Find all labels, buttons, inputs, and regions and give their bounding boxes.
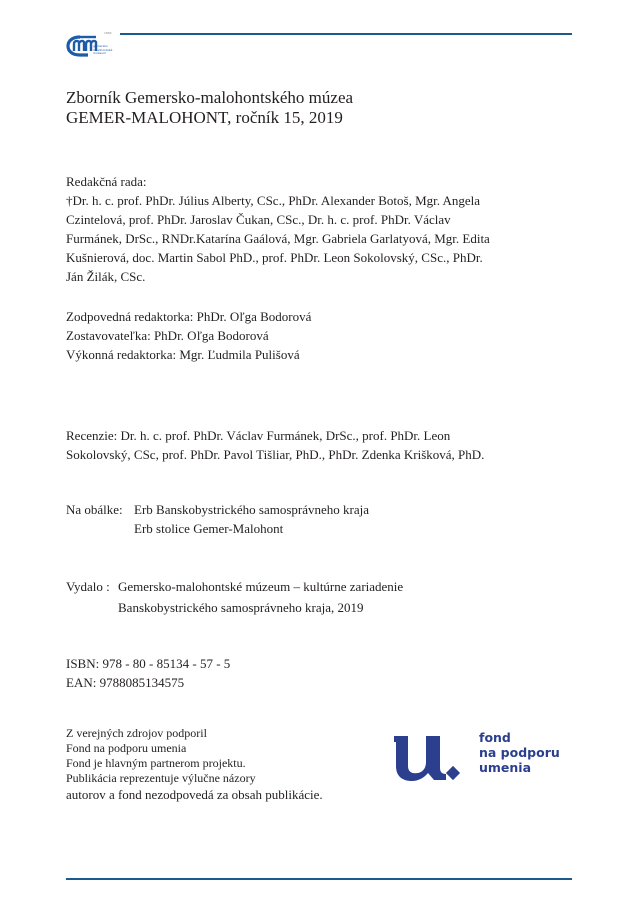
publisher-label: Vydalo : xyxy=(66,579,110,594)
logo-line: gemersko xyxy=(93,44,108,48)
compiler: Zostavovateľka: PhDr. Oľga Bodorová xyxy=(66,328,269,343)
editorial-board-line: Kušnierová, doc. Martin Sabol PhD., prof. PhDr. Leon Sokolovský, CSc., PhDr. xyxy=(66,250,483,265)
executive-editor: Výkonná redaktorka: Mgr. Ľudmila Pulišová xyxy=(66,347,300,362)
fond-logo-line: fond xyxy=(479,730,511,745)
fond-logo-line: na podporu xyxy=(479,745,560,760)
logo-line: malohontské xyxy=(93,47,113,52)
logo-year: 1882 xyxy=(104,31,112,35)
journal-volume: GEMER-MALOHONT, ročník 15, 2019 xyxy=(66,108,343,127)
support-line: autorov a fond nezodpovedá za obsah publikácie. xyxy=(66,787,323,802)
logo-line: múzeum xyxy=(93,51,107,56)
footer-rule xyxy=(66,878,572,880)
cover-line: Erb stolice Gemer-Malohont xyxy=(134,521,284,536)
support-line: Fond je hlavným partnerom projektu. xyxy=(66,756,246,770)
cover-label: Na obálke: xyxy=(66,502,123,517)
journal-title: Zborník Gemersko-malohontského múzea xyxy=(66,88,354,107)
editorial-board-line: †Dr. h. c. prof. PhDr. Július Alberty, CSc., PhDr. Alexander Botoš, Mgr. Angela xyxy=(66,193,481,208)
editorial-board-label: Redakčná rada: xyxy=(66,174,147,189)
publisher-line: Gemersko-malohontské múzeum – kultúrne zariadenie xyxy=(118,579,404,594)
cover-line: Erb Banskobystrického samosprávneho kraja xyxy=(134,502,370,517)
editorial-board-line: Furmánek, DrSc., RNDr.Katarína Gaálová, Mgr. Gabriela Garlatyová, Mgr. Edita xyxy=(66,231,490,246)
reviewers-line: Recenzie: Dr. h. c. prof. PhDr. Václav Furmánek, DrSc., prof. PhDr. Leon xyxy=(66,428,451,443)
fond-u-mark-icon xyxy=(392,726,472,786)
support-line: Fond na podporu umenia xyxy=(66,741,187,755)
responsible-editor: Zodpovedná redaktorka: PhDr. Oľga Bodorová xyxy=(66,309,312,324)
editorial-board-line: Ján Žilák, CSc. xyxy=(66,269,146,284)
support-line: Publikácia reprezentuje výlučne názory xyxy=(66,771,256,785)
isbn: ISBN: 978 - 80 - 85134 - 57 - 5 xyxy=(66,656,231,671)
gmm-museum-logo xyxy=(66,31,118,61)
fond-logo-line: umenia xyxy=(479,760,532,775)
fond-logo-text xyxy=(479,730,560,775)
ean: EAN: 9788085134575 xyxy=(66,675,185,690)
logo-text xyxy=(93,45,112,56)
publisher-line: Banskobystrického samosprávneho kraja, 2019 xyxy=(118,600,364,615)
editorial-board-line: Czintelová, prof. PhDr. Jaroslav Čukan, CSc., Dr. h. c. prof. PhDr. Václav xyxy=(66,212,451,227)
header-rule xyxy=(120,33,572,35)
reviewers-line: Sokolovský, CSc, prof. PhDr. Pavol Tišliar, PhD., PhDr. Zdenka Krišková, PhD. xyxy=(66,447,485,462)
support-line: Z verejných zdrojov podporil xyxy=(66,726,207,740)
